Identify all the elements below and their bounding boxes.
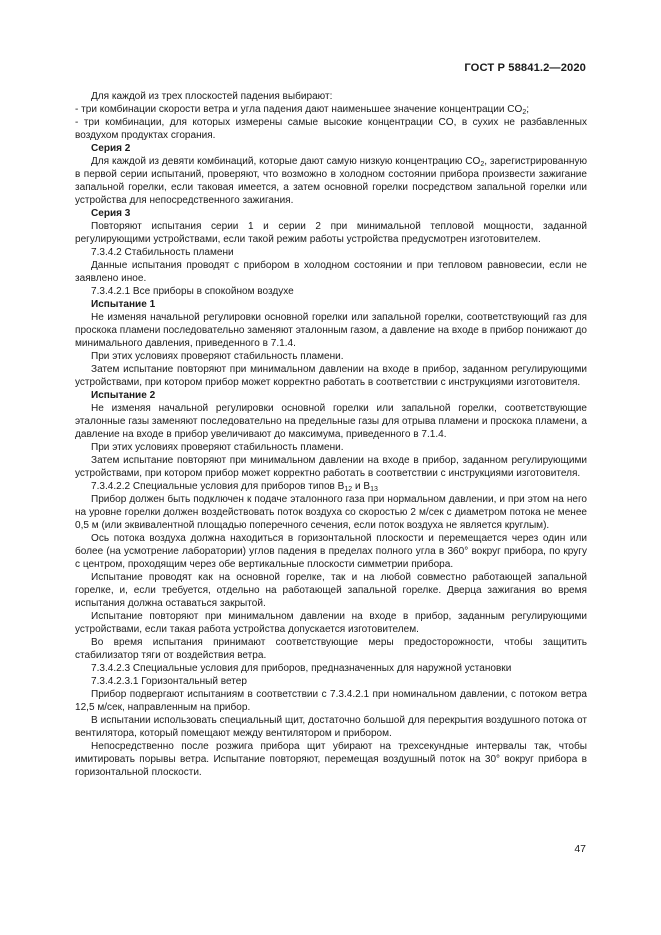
section-heading: Испытание 1 <box>91 299 156 310</box>
clause-heading: 7.3.4.2 Стабильность пламени <box>91 247 234 258</box>
paragraph: При этих условиях проверяют стабильность пламени. <box>91 351 344 362</box>
paragraph: Прибор подвергают испытаниям в соответствии с 7.3.4.2.1 при номинальном давлении, с потоком ветра 12,5 м/сек, направленным на прибор. <box>75 689 587 713</box>
clause-heading: 7.3.4.2.3 Специальные условия для приборов, предназначенных для наружной установки <box>91 663 512 674</box>
section-heading: Серия 2 <box>91 143 131 154</box>
paragraph: Для каждой из трех плоскостей падения выбирают: <box>91 91 333 102</box>
list-item: - три комбинации скорости ветра и угла падения дают наименьшее значение концентрации $CO_2$; <box>75 104 530 116</box>
paragraph: При этих условиях проверяют стабильность пламени. <box>91 442 344 453</box>
paragraph: Для каждой из девяти комбинаций, которые дают самую низкую концентрацию $CO_2$, зарегистрированную в первой серии испытаний, проверяют, что возможно в холодном состоянии прибора произвести зажигание запальной горелки, если таковая имеется, а затем основной горелки посредством запальной горелки или устройства для непосредственного зажигания. <box>75 156 588 206</box>
clause-heading: 7.3.4.2.3.1 Горизонтальный ветер <box>91 676 247 687</box>
paragraph: Затем испытание повторяют при минимальном давлении на входе в прибор, заданном регулирующими устройствами, при котором прибор может корректно работать в соответствии с инструкциями изготовителя. <box>75 364 587 388</box>
clause-heading: 7.3.4.2.1 Все приборы в спокойном воздухе <box>91 286 294 297</box>
paragraph: Не изменяя начальной регулировки основной горелки или запальной горелки, соответствующие эталонные газы заменяют последовательно на предельные газы для отрыва пламени и проскока пламени, а давление на входе в прибор увеличивают до максимума, приведенного в 7.1.4. <box>75 403 587 440</box>
paragraph: Прибор должен быть подключен к подаче эталонного газа при нормальном давлении, и при этом на него на уровне горелки должен воздействовать поток воздуха со скоростью 2 м/сек с диаметром потока не менее 0,5 м (или эквивалентной площадью поперечного сечения, если поток воздуха не является круглым). <box>75 494 587 531</box>
document-standard-code: ГОСТ Р 58841.2—2020 <box>464 62 586 74</box>
paragraph: Затем испытание повторяют при минимальном давлении на входе в прибор, заданном регулирующими устройствами, при котором прибор может корректно работать в соответствии с инструкциями изготовителя. <box>75 455 587 479</box>
paragraph: Не изменяя начальной регулировки основной горелки или запальной горелки, соответствующий газ для проскока пламени последовательно заменяют эталонным газом, а давление на входе в прибор понижают до минимального давления, приведенного в 7.1.4. <box>75 312 587 349</box>
paragraph: Ось потока воздуха должна находиться в горизонтальной плоскости и перемещается через один или более (на усмотрение лаборатории) углов падения в пределах полного угла в 360° вокруг прибора, по кругу с центром, проходящим через обе вертикальные плоскости симметрии прибора. <box>75 533 587 570</box>
section-heading: Серия 3 <box>91 208 131 219</box>
paragraph: Непосредственно после розжига прибора щит убирают на трехсекундные интервалы так, чтобы имитировать порывы ветра. Испытание повторяют, перемещая воздушный поток на 30° вокруг прибора в горизонтальной плоскости. <box>75 741 587 778</box>
paragraph: В испытании использовать специальный щит, достаточно большой для перекрытия воздушного потока от вентилятора, который помещают между вентилятором и прибором. <box>75 715 587 739</box>
clause-heading: 7.3.4.2.2 Специальные условия для приборов типов $B_{12}$ и $B_{13}$ <box>91 481 378 493</box>
paragraph: Испытание повторяют при минимальном давлении на входе в прибор, заданным регулирующими устройствами, если такая работа устройства допускается изготовителем. <box>75 611 587 635</box>
paragraph: Во время испытания принимают соответствующие меры предосторожности, чтобы защитить стабилизатор тяги от воздействия ветра. <box>75 637 587 661</box>
paragraph: Повторяют испытания серии 1 и серии 2 при минимальной тепловой мощности, заданной регулирующими устройствами, если такой режим работы устройства предусмотрен изготовителем. <box>75 221 587 245</box>
document-body <box>75 90 587 779</box>
paragraph: Испытание проводят как на основной горелке, так и на любой совместно работающей запальной горелке, и, если требуется, отдельно на работающей запальной горелке. Дверца зажигания во время испытания должна оставаться закрытой. <box>75 572 587 609</box>
page-number: 47 <box>574 843 586 855</box>
section-heading: Испытание 2 <box>91 390 156 401</box>
paragraph: Данные испытания проводят с прибором в холодном состоянии и при тепловом равновесии, если не заявлено иное. <box>75 260 587 284</box>
list-item: - три комбинации, для которых измерены самые высокие концентрации CO, в сухих не разбавленных воздухом продуктах сгорания. <box>75 117 587 141</box>
